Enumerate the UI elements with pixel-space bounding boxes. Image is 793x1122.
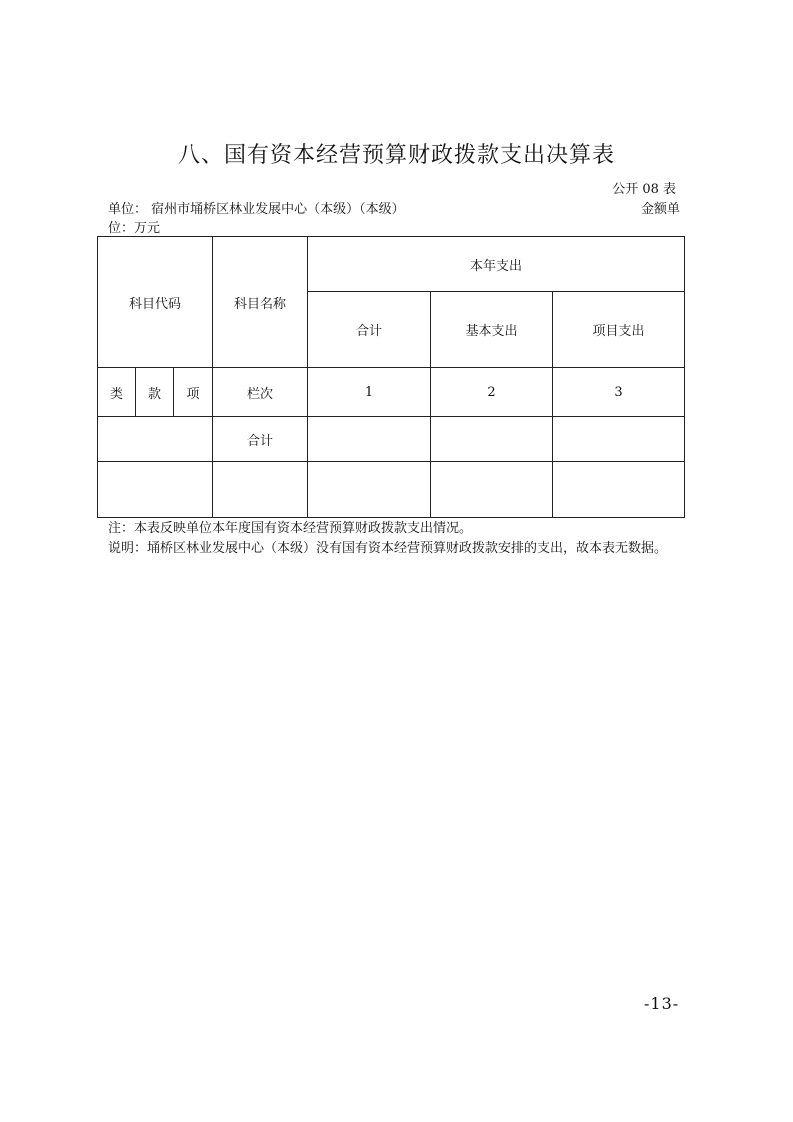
- budget-table: [97, 236, 685, 518]
- header-basic-expense: 基本支出: [431, 292, 553, 368]
- index-column-label: 栏次: [213, 368, 308, 417]
- index-item: 项: [174, 368, 213, 417]
- empty-row-total: [308, 462, 431, 518]
- unit-line: [108, 198, 680, 216]
- header-current-year-expense: 本年支出: [308, 237, 685, 292]
- notes: [108, 519, 683, 559]
- index-section: 款: [136, 368, 174, 417]
- total-row-label: 合计: [213, 417, 308, 462]
- note-text: 注：本表反映单位本年度国有资本经营预算财政拨款支出情况。: [108, 521, 473, 536]
- header-total: 合计: [308, 292, 431, 368]
- amount-unit-continued: 位：万元: [108, 221, 161, 236]
- header-subject-name: 科目名称: [213, 237, 308, 368]
- explanation-text: 说明：埇桥区林业发展中心（本级）没有国有资本经营预算财政拨款安排的支出，故本表无数据。: [108, 541, 668, 556]
- empty-row-code: [98, 462, 213, 518]
- unit-label: 单位： 宿州市埇桥区林业发展中心（本级）（本级）: [108, 202, 405, 217]
- empty-row-name: [213, 462, 308, 518]
- index-col-3: 3: [553, 368, 685, 417]
- index-col-2: 2: [431, 368, 553, 417]
- header-project-expense: 项目支出: [553, 292, 685, 368]
- form-number: 公开 08 表: [612, 182, 676, 197]
- header-subject-code: 科目代码: [98, 237, 213, 368]
- empty-row-basic: [431, 462, 553, 518]
- total-row-project: [553, 417, 685, 462]
- index-category: 类: [98, 368, 136, 417]
- total-row-total: [308, 417, 431, 462]
- page-number: -13-: [644, 994, 680, 1013]
- empty-row-project: [553, 462, 685, 518]
- page-title: 八、国有资本经营预算财政拨款支出决算表: [177, 143, 615, 168]
- total-row-basic: [431, 417, 553, 462]
- total-row-code: [98, 417, 213, 462]
- index-col-1: 1: [308, 368, 431, 417]
- amount-unit-label: 金额单: [640, 202, 680, 217]
